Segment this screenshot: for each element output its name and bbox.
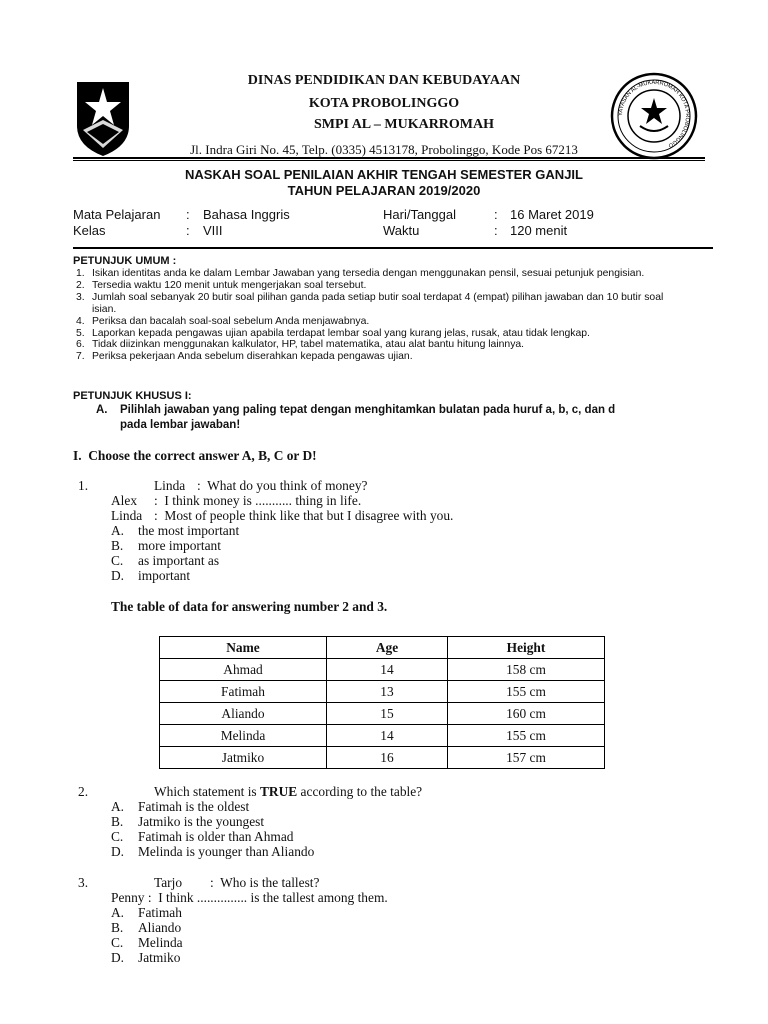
instruction-text: Tidak diizinkan menggunakan kalkulator, HP, tabel matematika, atau alat bantu hitung lainnya. [92,339,525,351]
time-colon: : [494,223,498,238]
option-text: Fatimah is older than Ahmad [138,829,294,844]
header-city: KOTA PROBOLINGGO [308,96,460,111]
table-row [160,659,605,681]
answer-option [111,920,182,935]
dialog-line: : I think money is ........... thing in life. [154,493,362,508]
dialog-line: : Who is the tallest? [210,875,320,890]
dialog-speaker: Linda [154,478,186,493]
dialog-line: : What do you think of money? [197,478,368,493]
subject-colon: : [186,207,190,222]
table-row [160,703,605,725]
instruction-number: 1. [76,268,85,279]
cell-age: 13 [327,681,448,703]
class-value: VIII [203,223,223,238]
cell-height: 160 cm [448,703,605,725]
subject-label: Mata Pelajaran [73,207,161,222]
option-letter: D. [111,844,125,859]
header-agency: DINAS PENDIDIKAN DAN KEBUDAYAAN [247,73,521,88]
cell-height: 155 cm [448,725,605,747]
option-text: Aliando [138,920,182,935]
answer-option [111,799,250,814]
instruction-number: 6. [76,339,85,351]
option-letter: A. [111,799,125,814]
option-text: the most important [138,523,240,538]
date-colon: : [494,207,498,222]
stem-text: Which statement is [154,784,260,799]
exam-info [0,207,768,243]
option-letter: B. [111,920,124,935]
question-1 [0,478,768,588]
question-number: 1. [78,478,89,493]
dialog-line: Penny : I think ............... is the tallest among them. [111,890,388,905]
option-letter: B. [111,538,124,553]
table-row [160,747,605,769]
option-text: as important as [138,553,220,568]
instruction-item [76,292,680,316]
instruction-number: 2. [76,279,85,291]
cell-name: Melinda [160,725,327,747]
table-row [160,681,605,703]
instruction-number: 3. [76,291,85,303]
info-rule [73,247,713,249]
instruction-item [76,280,680,292]
instruction-number: 5. [76,327,85,339]
general-instructions-list [76,268,680,363]
exam-title: NASKAH SOAL PENILAIAN AKHIR TENGAH SEMESTER GANJIL [185,167,583,182]
instruction-number: 4. [76,315,85,327]
answer-option [111,829,294,844]
option-letter: C. [111,553,124,568]
question-stem [154,784,422,800]
option-text: Melinda [138,935,183,950]
instruction-text: Periksa pekerjaan Anda sebelum diserahkan kepada pengawas ujian. [92,351,413,363]
option-letter: B. [111,814,124,829]
instruction-item [76,339,680,351]
date-label: Hari/Tanggal [383,207,456,222]
date-value: 16 Maret 2019 [510,207,594,222]
column-header-age: Age [327,637,448,659]
option-text: Melinda is younger than Aliando [138,844,315,859]
cell-age: 14 [327,659,448,681]
option-text: Jatmiko [138,950,181,965]
instruction-number: 7. [76,351,85,363]
column-header-height: Height [448,637,605,659]
question-2 [0,784,768,864]
answer-option [111,553,220,568]
answer-options [111,799,315,859]
answer-option [111,950,181,965]
table-header-row [160,637,605,659]
cell-name: Ahmad [160,659,327,681]
answer-option [111,935,183,950]
instruction-item [76,316,680,328]
instruction-text: Laporkan kepada pengawas ujian apabila terdapat lembar soal yang kurang jelas, rusak, atau tidak lengkap. [92,327,590,339]
cell-height: 155 cm [448,681,605,703]
answer-option [111,568,191,583]
instruction-item [76,268,680,280]
answer-option [111,844,315,859]
answer-option [111,538,221,553]
dialog-line: : Most of people think like that but I disagree with you. [154,508,454,523]
option-text: more important [138,538,221,553]
dialog-speaker: Linda [111,508,143,523]
answer-option [111,905,182,920]
time-label: Waktu [383,223,420,238]
header-address: Jl. Indra Giri No. 45, Telp. (0335) 4513178, Probolinggo, Kode Pos 67213 [190,142,578,157]
question-number: 2. [78,784,89,799]
option-letter: D. [111,950,125,965]
instruction-text: Isikan identitas anda ke dalam Lembar Jawaban yang tersedia dengan menggunakan pensil, sesuai petunjuk pengisian. [92,268,645,279]
header-rule-thick [73,157,705,159]
cell-height: 158 cm [448,659,605,681]
option-letter: C. [111,829,124,844]
cell-age: 14 [327,725,448,747]
instruction-text: Periksa dan bacalah soal-soal sebelum Anda menjawabnya. [92,315,370,327]
section-heading: I. Choose the correct answer A, B, C or D! [73,448,317,463]
option-text: Fatimah is the oldest [138,799,250,814]
header-school: SMPI AL – MUKARROMAH [313,117,495,132]
dialog-speaker: Alex [111,493,138,508]
question-number: 3. [78,875,89,890]
option-text: Fatimah [138,905,182,920]
answer-options [111,905,183,965]
subject-value: Bahasa Inggris [203,207,290,222]
cell-height: 157 cm [448,747,605,769]
column-header-name: Name [160,637,327,659]
header-rule-thin [73,160,705,161]
svg-text:YAYASAN AL-MUKARROMAH KOTA PRO: YAYASAN AL-MUKARROMAH KOTA PROBOLINGGO [617,79,691,149]
stem-text: according to the table? [297,784,423,799]
option-letter: C. [111,935,124,950]
instruction-item [76,351,680,363]
question-3 [0,875,768,975]
instruction-item [76,328,680,340]
option-letter: A. [111,523,125,538]
dialog-speaker: Tarjo [154,875,183,890]
option-text: Jatmiko is the youngest [138,814,265,829]
table-row [160,725,605,747]
answer-option [111,523,240,538]
exam-year: TAHUN PELAJARAN 2019/2020 [287,183,481,198]
option-letter: A. [111,905,125,920]
student-data-table [159,636,605,769]
special-instructions-heading: PETUNJUK KHUSUS I: [73,390,192,402]
special-item-line1: Pilihlah jawaban yang paling tepat dengan menghitamkan bulatan pada huruf a, b, c, dan d [120,404,616,416]
right-seal-logo [610,72,698,160]
cell-name: Jatmiko [160,747,327,769]
cell-name: Aliando [160,703,327,725]
cell-name: Fatimah [160,681,327,703]
class-label: Kelas [73,223,106,238]
class-colon: : [186,223,190,238]
general-instructions-heading: PETUNJUK UMUM : [73,255,177,267]
option-text: important [138,568,191,583]
stem-emphasis: TRUE [259,784,298,799]
instruction-text: Jumlah soal sebanyak 20 butir soal pilihan ganda pada setiap butir soal terdapat 4 (empat) pilihan jawaban dan 10 butir soal isian. [92,291,664,315]
option-letter: D. [111,568,125,583]
instruction-text: Tersedia waktu 120 menit untuk mengerjakan soal tersebut. [92,279,367,291]
special-item-line2: pada lembar jawaban! [120,419,241,431]
answer-options [111,523,240,583]
cell-age: 16 [327,747,448,769]
answer-option [111,814,265,829]
special-item-label: A. [96,404,108,416]
time-value: 120 menit [510,223,568,238]
cell-age: 15 [327,703,448,725]
table-intro: The table of data for answering number 2 and 3. [111,599,388,614]
